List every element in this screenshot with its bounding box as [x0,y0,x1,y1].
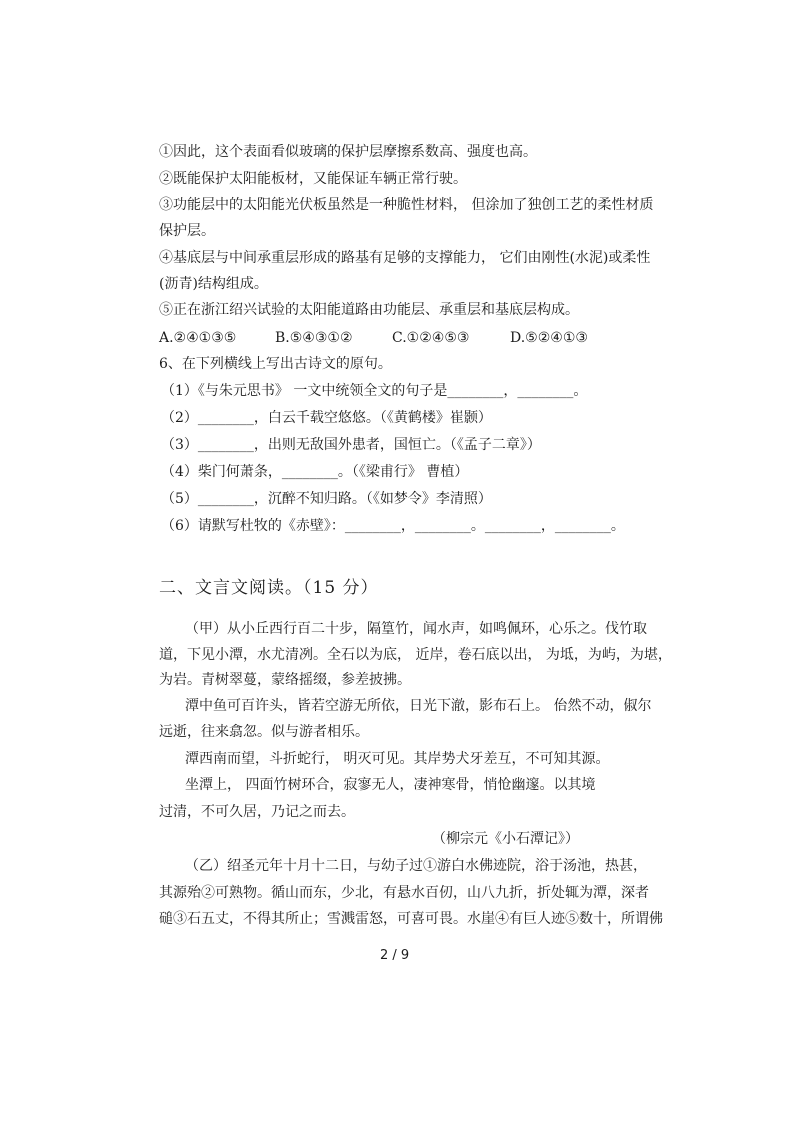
passage-line: 潭西南而望，斗折蛇行， 明灭可见。其岸势犬牙差互，不可知其源。 [185,751,610,767]
option-a: A.②④①③⑤ [159,330,237,346]
q6-item-4: （4）柴门何萧条，________。（《梁甫行》 曹植） [161,464,469,480]
q5-sentence-3a: ③功能层中的太阳能光伏板虽然是一种脆性材料， 但涂加了独创工艺的柔性材质 [159,197,654,213]
passage-line: 为岩。青树翠蔓，蒙络摇缀，参差披拂。 [159,672,411,688]
passage-line: 道，下见小潭，水尤清冽。全石以为底， 近岸，卷石底以出， 为坻，为屿，为堪， [159,647,672,663]
passage-line: （乙）绍圣元年十月十二日，与幼子过①游白水佛迹院，浴于汤池，热甚， [185,858,647,874]
q6-item-3: （3）________，出则无敌国外患者，国恒亡。（《孟子二章》） [161,437,541,453]
q6-item-1: （1）《与朱元思书》 一文中统领全文的句子是________，________。 [161,383,588,399]
passage-line: 坐潭上， 四面竹树环合，寂寥无人，凄神寒骨，悄怆幽邃。以其境 [185,777,596,793]
passage-source: （柳宗元《小石潭记》） [432,831,579,847]
section-heading: 二、文言文阅读。（15 分） [159,578,379,598]
passage-line: 其源殆②可熟物。循山而东，少北，有悬水百仞，山八九折，折处辄为潭，深者 [159,885,649,901]
q5-sentence-4b: (沥青)结构组成。 [159,276,268,292]
q6-item-5: （5）________，沉醉不知归路。（《如梦令》李清照） [161,491,492,507]
option-d: D.⑤②④①③ [510,330,588,346]
passage-line: 潭中鱼可百许头，皆若空游无所依，日光下澈，影布石上。 佁然不动，俶尔 [185,698,652,714]
q5-sentence-3b: 保护层。 [159,223,215,239]
q6-item-2: （2）________，白云千载空悠悠。（《黄鹤楼》崔颢） [161,410,492,426]
passage-line: 远逝，往来翕忽。似与游者相乐。 [159,724,369,740]
q6-item-6: （6）请默写杜牧的《赤壁》：________，________。________，________。 [161,518,625,534]
passage-line: 过清，不可久居，乃记之而去。 [159,804,355,820]
q5-sentence-2: ②既能保护太阳能板材，又能保证车辆正常行驶。 [159,171,467,187]
passage-line: 磓③石五丈，不得其所止；雪溅雷怒，可喜可畏。水崖④有巨人迹⑤数十，所谓佛 [159,911,663,927]
q5-sentence-4a: ④基底层与中间承重层形成的路基有足够的支撑能力， 它们由刚性(水泥)或柔性 [159,250,651,266]
q5-sentence-5: ⑤正在浙江绍兴试验的太阳能道路由功能层、承重层和基底层构成。 [159,302,579,318]
q6-title: 6、在下列横线上写出古诗文的原句。 [159,356,392,372]
passage-line: （甲）从小丘西行百二十步，隔篁竹，闻水声，如鸣佩环，心乐之。伐竹取 [185,621,647,637]
page-number: 2 / 9 [380,948,410,963]
option-b: B.⑤④③①② [275,330,353,346]
option-c: C.①②④⑤③ [392,330,470,346]
q5-sentence-1: ①因此，这个表面看似玻璃的保护层摩擦系数高、强度也高。 [159,144,537,160]
